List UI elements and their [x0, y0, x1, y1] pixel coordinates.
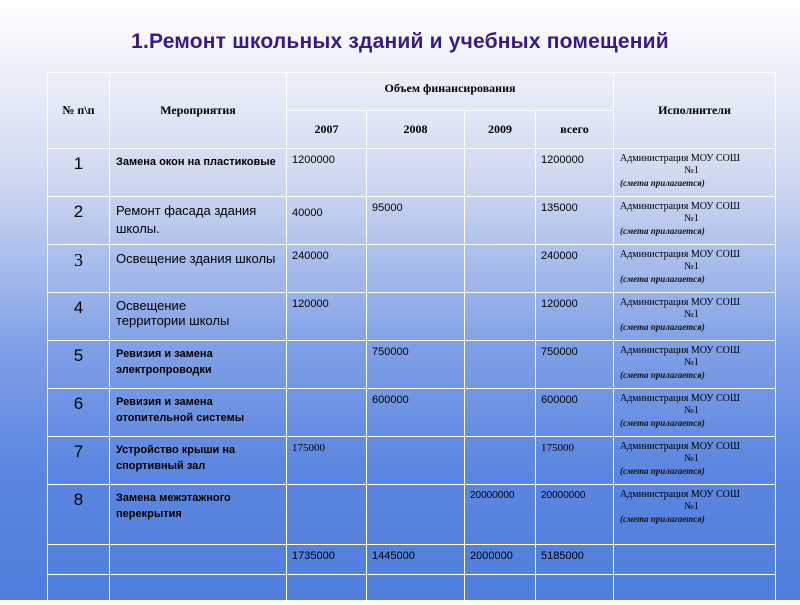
executor-note: (смета прилагается) [620, 322, 705, 332]
empty-cell [110, 575, 287, 605]
executor-name: Администрация МОУ СОШ [620, 393, 740, 404]
table-row [48, 197, 776, 245]
executor-name: Администрация МОУ СОШ [620, 249, 740, 260]
row-number: 5 [48, 341, 110, 389]
total-2008: 1445000 [367, 545, 465, 575]
row-total: 20000000 [536, 485, 614, 545]
row-executor [614, 245, 776, 293]
header-year-2009: 2009 [465, 111, 536, 149]
row-2007: 120000 [287, 293, 367, 341]
row-activity: Освещение здания школы [110, 245, 287, 293]
empty-cell [48, 575, 110, 605]
totals-empty-num [48, 545, 110, 575]
row-2009 [465, 245, 536, 293]
totals-empty-activity [110, 545, 287, 575]
executor-note: (смета прилагается) [620, 274, 705, 284]
row-total: 240000 [536, 245, 614, 293]
row-executor [614, 437, 776, 485]
executor-school-number: №1 [684, 165, 699, 176]
table-row [48, 149, 776, 197]
executor-note: (смета прилагается) [620, 418, 705, 428]
header-total: всего [536, 111, 614, 149]
table-row [48, 389, 776, 437]
row-2009 [465, 341, 536, 389]
row-2009 [465, 437, 536, 485]
row-2008: 95000 [367, 197, 465, 245]
table-row [48, 341, 776, 389]
row-number: 4 [48, 293, 110, 341]
header-year-2007: 2007 [287, 111, 367, 149]
row-2008 [367, 293, 465, 341]
row-total: 750000 [536, 341, 614, 389]
row-2009: 20000000 [465, 485, 536, 545]
executor-note: (смета прилагается) [620, 226, 705, 236]
executor-note: (смета прилагается) [620, 178, 705, 188]
row-2009 [465, 149, 536, 197]
total-all: 5185000 [536, 545, 614, 575]
total-2007: 1735000 [287, 545, 367, 575]
executor-name: Администрация МОУ СОШ [620, 153, 740, 164]
row-total: 600000 [536, 389, 614, 437]
table-row [48, 245, 776, 293]
row-2008 [367, 437, 465, 485]
row-total: 135000 [536, 197, 614, 245]
executor-school-number: №1 [684, 213, 699, 224]
row-2008 [367, 245, 465, 293]
empty-cell [465, 575, 536, 605]
executor-name: Администрация МОУ СОШ [620, 201, 740, 212]
row-2008 [367, 485, 465, 545]
executor-school-number: №1 [684, 261, 699, 272]
header-year-2008: 2008 [367, 111, 465, 149]
row-executor [614, 485, 776, 545]
row-activity: Ремонт фасада здания школы. [110, 197, 287, 245]
row-2007: 40000 [287, 197, 367, 245]
table-row [48, 293, 776, 341]
row-2007 [287, 485, 367, 545]
row-2008: 750000 [367, 341, 465, 389]
executor-note: (смета прилагается) [620, 514, 705, 524]
empty-cell [614, 575, 776, 605]
header-executors: Исполнители [614, 73, 776, 149]
row-2009 [465, 197, 536, 245]
row-number: 6 [48, 389, 110, 437]
row-activity: Ревизия и замена электропроводки [110, 341, 287, 389]
header-funding: Объем финансирования [287, 73, 614, 111]
row-executor [614, 341, 776, 389]
row-2008: 600000 [367, 389, 465, 437]
row-2009 [465, 293, 536, 341]
row-total: 1200000 [536, 149, 614, 197]
header-row-1 [48, 73, 776, 111]
row-number: 8 [48, 485, 110, 545]
executor-name: Администрация МОУ СОШ [620, 297, 740, 308]
executor-school-number: №1 [684, 405, 699, 416]
row-2007 [287, 341, 367, 389]
table-row [48, 437, 776, 485]
executor-note: (смета прилагается) [620, 466, 705, 476]
row-activity: Замена межэтажного перекрытия [110, 485, 287, 545]
table-row [48, 485, 776, 545]
executor-school-number: №1 [684, 501, 699, 512]
row-2009 [465, 389, 536, 437]
executor-school-number: №1 [684, 309, 699, 320]
row-activity: Устройство крыши на спортивный зал [110, 437, 287, 485]
row-total: 120000 [536, 293, 614, 341]
row-2008 [367, 149, 465, 197]
executor-name: Администрация МОУ СОШ [620, 345, 740, 356]
executor-school-number: №1 [684, 453, 699, 464]
executor-name: Администрация МОУ СОШ [620, 489, 740, 500]
row-2007: 1200000 [287, 149, 367, 197]
row-total: 175000 [536, 437, 614, 485]
empty-row [48, 575, 776, 605]
row-activity: Замена окон на пластиковые [110, 149, 287, 197]
row-executor [614, 293, 776, 341]
row-2007: 240000 [287, 245, 367, 293]
empty-cell [536, 575, 614, 605]
row-number: 1 [48, 149, 110, 197]
totals-row [48, 545, 776, 575]
executor-name: Администрация МОУ СОШ [620, 441, 740, 452]
row-2007 [287, 389, 367, 437]
page-title: 1.Ремонт школьных зданий и учебных помещений [131, 30, 669, 53]
row-number: 2 [48, 197, 110, 245]
executor-note: (смета прилагается) [620, 370, 705, 380]
executor-school-number: №1 [684, 357, 699, 368]
row-activity: Освещение территории школы [110, 293, 287, 341]
header-activities: Мероприятия [110, 73, 287, 149]
header-num: № п\п [48, 73, 110, 149]
financing-table [47, 72, 776, 605]
row-number: 3 [48, 245, 110, 293]
empty-cell [367, 575, 465, 605]
totals-empty-executor [614, 545, 776, 575]
row-2007: 175000 [287, 437, 367, 485]
empty-cell [287, 575, 367, 605]
row-executor [614, 389, 776, 437]
row-activity: Ревизия и замена отопительной системы [110, 389, 287, 437]
total-2009: 2000000 [465, 545, 536, 575]
row-number: 7 [48, 437, 110, 485]
row-executor [614, 149, 776, 197]
row-executor [614, 197, 776, 245]
